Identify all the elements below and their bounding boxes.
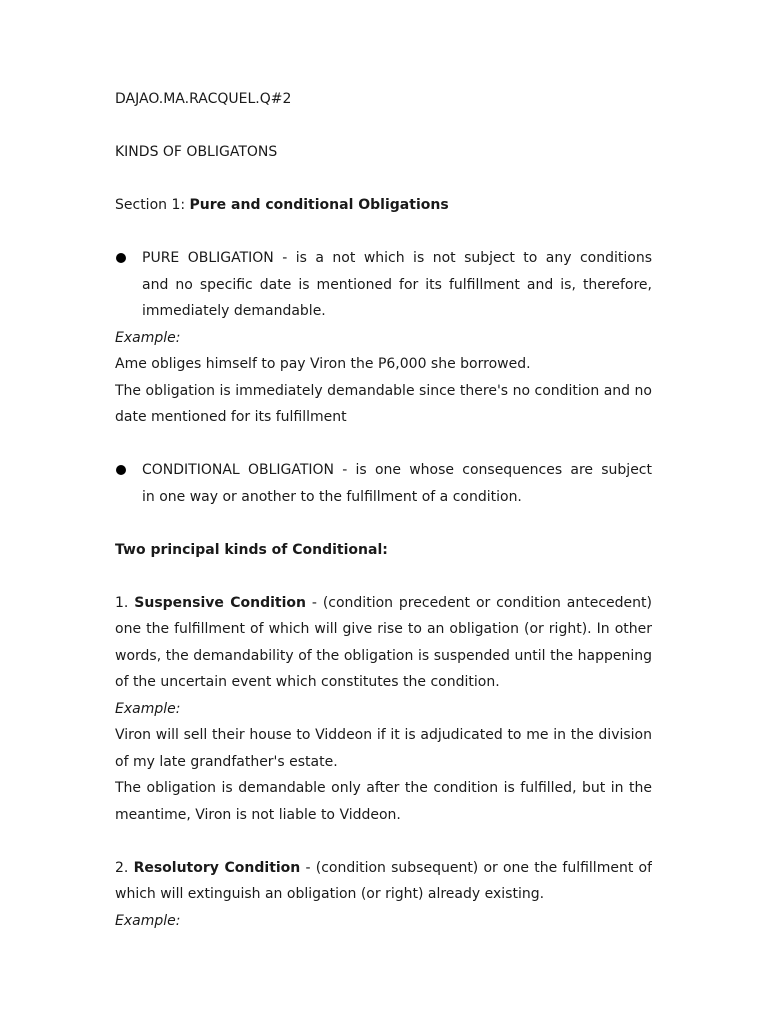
resolutory-line1 xyxy=(115,855,652,882)
suspensive-number: 1. xyxy=(115,594,135,611)
document-body xyxy=(115,86,652,934)
resolutory-number: 2. xyxy=(115,859,134,876)
suspensive-line3: words, the demandability of the obligation is suspended until the happening xyxy=(115,647,652,664)
conditional-obligation-item xyxy=(115,457,652,484)
suspensive-example-line4: meantime, Viron is not liable to Viddeon. xyxy=(115,806,401,823)
resolutory-example-label: Example: xyxy=(115,912,181,929)
suspensive-term: Suspensive Condition xyxy=(134,594,306,611)
pure-obligation-line3: immediately demandable. xyxy=(142,303,326,319)
document-header: DAJAO.MA.RACQUEL.Q#2 xyxy=(115,91,292,107)
suspensive-line4: of the uncertain event which constitutes the condition. xyxy=(115,674,500,690)
suspensive-line2: one the fulfillment of which will give rise to an obligation (or right). In other xyxy=(115,621,652,637)
suspensive-example-line1: Viron will sell their house to Viddeon if it is adjudicated to me in the division xyxy=(115,727,652,743)
conditional-obligation-term: CONDITIONAL OBLIGATION xyxy=(142,462,335,478)
resolutory-line2: which will extinguish an obligation (or right) already existing. xyxy=(115,886,545,902)
pure-example-line2: The obligation is immediately demandable since there's no condition and no xyxy=(115,382,652,399)
pure-obligation-item xyxy=(115,245,652,272)
resolutory-term: Resolutory Condition xyxy=(133,859,301,876)
section-prefix: Section 1: xyxy=(115,197,190,213)
resolutory-text1: - (condition subsequent) or one the fulfillment of xyxy=(300,859,652,876)
pure-example-label: Example: xyxy=(115,329,181,346)
pure-example-line1: Ame obliges himself to pay Viron the P6,000 she borrowed. xyxy=(115,356,531,372)
suspensive-example-line3: The obligation is demandable only after the condition is fulfilled, but in the xyxy=(115,780,652,796)
section-name: Pure and conditional Obligations xyxy=(189,197,449,213)
suspensive-line1 xyxy=(115,590,652,617)
pure-obligation-line2: and no specific date is mentioned for its fulfillment and is, therefore, xyxy=(142,276,652,293)
document-title: KINDS OF OBLIGATONS xyxy=(115,144,278,160)
kinds-heading: Two principal kinds of Conditional: xyxy=(115,541,388,558)
pure-example-line3: date mentioned for its fulfillment xyxy=(115,409,347,425)
section-heading xyxy=(115,192,652,219)
suspensive-example-line2: of my late grandfather's estate. xyxy=(115,753,338,770)
pure-obligation-term: PURE OBLIGATION xyxy=(142,250,274,266)
suspensive-example-label: Example: xyxy=(115,700,181,717)
conditional-obligation-line2: in one way or another to the fulfillment of a condition. xyxy=(142,488,522,505)
bullet-icon xyxy=(116,253,126,263)
bullet-icon xyxy=(116,465,126,475)
suspensive-text1: - (condition precedent or condition antecedent) xyxy=(311,594,652,611)
pure-obligation-line1: - is a not which is not subject to any conditions xyxy=(273,250,652,266)
conditional-obligation-line1: - is one whose consequences are subject xyxy=(334,462,652,478)
